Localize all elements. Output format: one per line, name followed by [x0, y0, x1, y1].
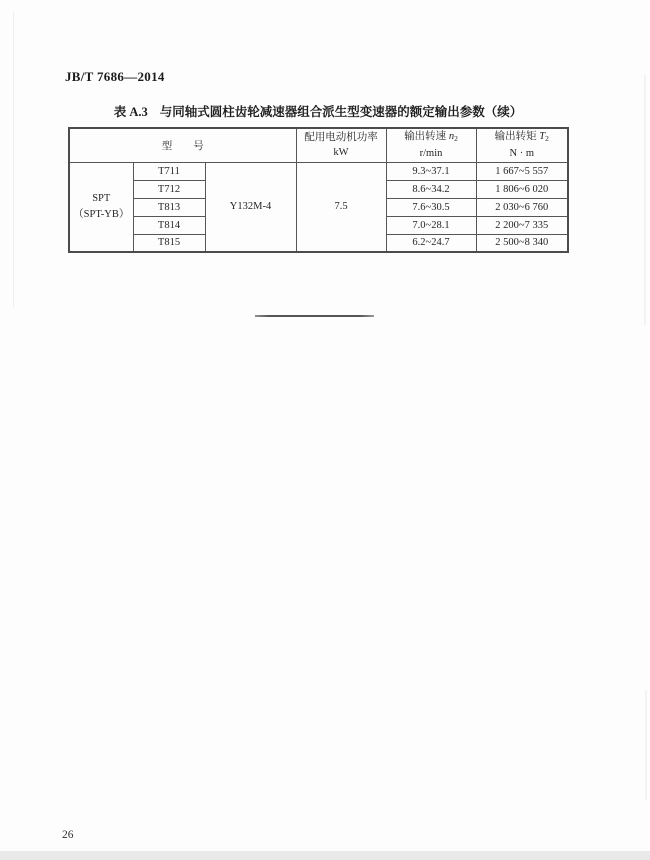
column-header-output-torque [476, 128, 568, 162]
series-name: SPT [92, 192, 111, 204]
model-cell: T814 [133, 216, 205, 234]
model-cell: T813 [133, 198, 205, 216]
speed-cell: 9.3~37.1 [386, 162, 476, 180]
torque-cell: 1 806~6 020 [476, 180, 568, 198]
output-speed-unit: r/min [419, 148, 443, 160]
table-header-row [69, 128, 568, 162]
model-cell: T712 [133, 180, 205, 198]
torque-cell: 2 500~8 340 [476, 234, 568, 252]
output-torque-label: 输出转矩 $T_2$ [494, 131, 549, 144]
speed-cell: 6.2~24.7 [386, 234, 476, 252]
motor-power-label: 配用电动机功率 [304, 132, 378, 144]
page-number: 26 [62, 829, 74, 841]
speed-cell: 7.6~30.5 [386, 198, 476, 216]
speed-cell: 8.6~34.2 [386, 180, 476, 198]
column-header-motor-power [296, 128, 386, 162]
motor-power-unit: kW [333, 147, 349, 159]
power-value-cell: 7.5 [296, 162, 386, 252]
model-cell: T711 [133, 162, 205, 180]
speed-cell: 7.0~28.1 [386, 216, 476, 234]
rated-output-parameters-table [68, 127, 569, 253]
table-title [58, 102, 578, 120]
scan-edge-bottom [0, 851, 650, 860]
table-row [69, 162, 568, 180]
torque-symbol: T [539, 131, 546, 143]
scan-edge-left [13, 12, 14, 307]
speed-symbol: n [448, 131, 455, 143]
torque-cell: 2 030~6 760 [476, 198, 568, 216]
scan-edge-right-lower [645, 690, 647, 800]
column-header-model: 型 号 [69, 128, 296, 162]
scan-edge-right [644, 75, 646, 325]
torque-cell: 1 667~5 557 [476, 162, 568, 180]
motor-model-cell: Y132M-4 [205, 162, 296, 252]
output-speed-label: 输出转速 $n_2$ [404, 131, 458, 144]
table-title-label: 表 A.3 [113, 105, 148, 119]
table-title-text: 与同轴式圆柱齿轮减速器组合派生型变速器的额定输出参数（续） [159, 105, 523, 119]
standard-number: JB/T 7686—2014 [65, 69, 165, 84]
series-cell [69, 162, 133, 252]
torque-cell: 2 200~7 335 [476, 216, 568, 234]
output-torque-unit: N · m [509, 148, 534, 160]
model-cell: T815 [133, 234, 205, 252]
series-variant: （SPT-YB） [73, 208, 130, 220]
end-of-section-rule [255, 315, 374, 317]
column-header-output-speed [386, 128, 476, 162]
